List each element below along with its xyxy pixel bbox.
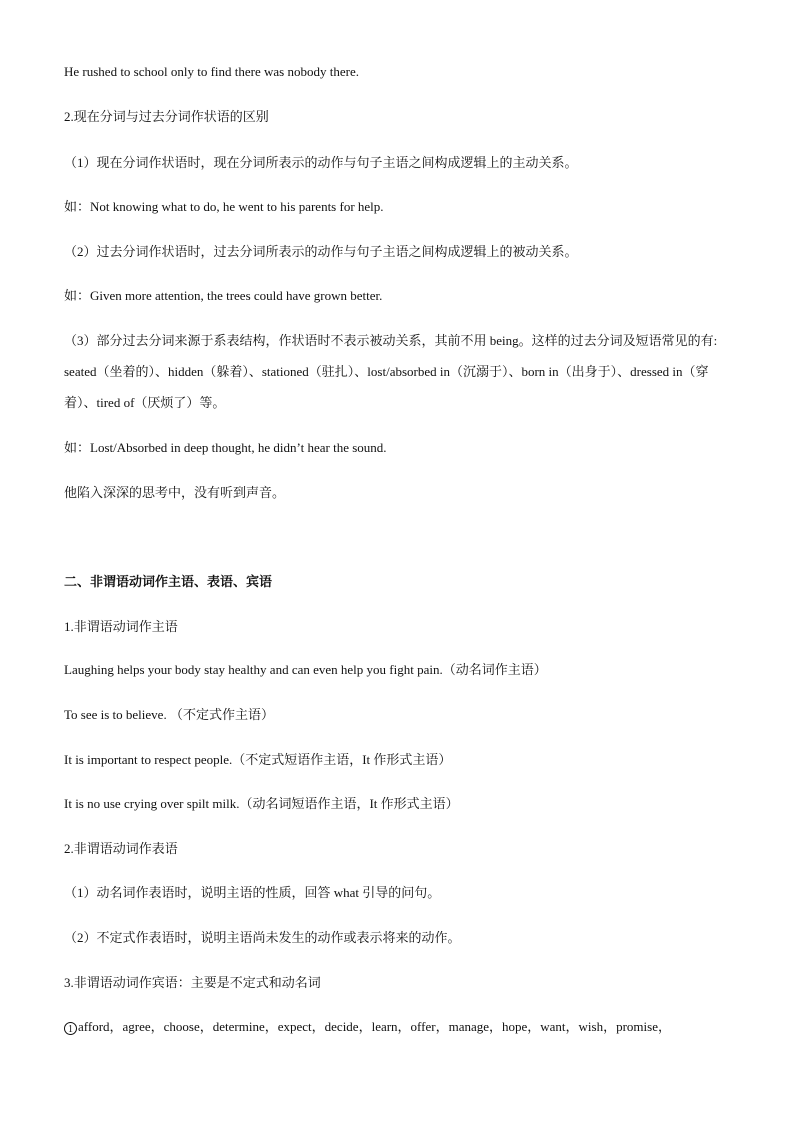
verb-list-line	[64, 1018, 730, 1036]
subheading-2: 2.非谓语动词作表语	[64, 841, 178, 856]
example-line: 如：Not knowing what to do, he went to his parents for help.	[64, 199, 384, 214]
subheading-2: 2.现在分词与过去分词作状语的区别	[64, 109, 269, 124]
example-line: 如：Lost/Absorbed in deep thought, he didn’t hear the sound.	[64, 440, 387, 455]
paragraph-note-3: （3）部分过去分词来源于系表结构，作状语时不表示被动关系，其前不用 being。这样的过去分词及短语常见的有: seated（坐着的）、hidden（躲着）、stationed（驻扎）、lost/absorbed in（沉溺于）、born in（出身于）、dressed in（穿着）、tired of（厌烦了）等。	[64, 333, 718, 410]
translation-line: 他陷入深深的思考中，没有听到声音。	[64, 485, 286, 500]
circled-number-one: 1	[64, 1022, 77, 1035]
text-line: He rushed to school only to find there was nobody there.	[64, 64, 359, 79]
example-line: Laughing helps your body stay healthy and can even help you fight pain.（动名词作主语）	[64, 662, 547, 677]
example-line: It is no use crying over spilt milk.（动名词短语作主语，It 作形式主语）	[64, 796, 459, 811]
subheading-3: 3.非谓语动词作宾语：主要是不定式和动名词	[64, 975, 321, 990]
text-line: （1）动名词作表语时，说明主语的性质，回答 what 引导的问句。	[64, 885, 441, 900]
text-line: （2）不定式作表语时，说明主语尚未发生的动作或表示将来的动作。	[64, 930, 461, 945]
subheading-1: 1.非谓语动词作主语	[64, 619, 178, 634]
text-line: （2）过去分词作状语时，过去分词所表示的动作与句子主语之间构成逻辑上的被动关系。	[64, 244, 578, 259]
example-line: 如：Given more attention, the trees could have grown better.	[64, 288, 383, 303]
text-line: （1）现在分词作状语时，现在分词所表示的动作与句子主语之间构成逻辑上的主动关系。	[64, 155, 578, 170]
section-heading: 二、非谓语动词作主语、表语、宾语	[64, 574, 273, 589]
verb-list-text: afford，agree，choose，determine，expect，decide，learn，offer，manage，hope，want，wish，promise，	[78, 1019, 671, 1034]
example-line: To see is to believe. （不定式作主语）	[64, 707, 274, 722]
example-line: It is important to respect people.（不定式短语作主语，It 作形式主语）	[64, 752, 452, 767]
